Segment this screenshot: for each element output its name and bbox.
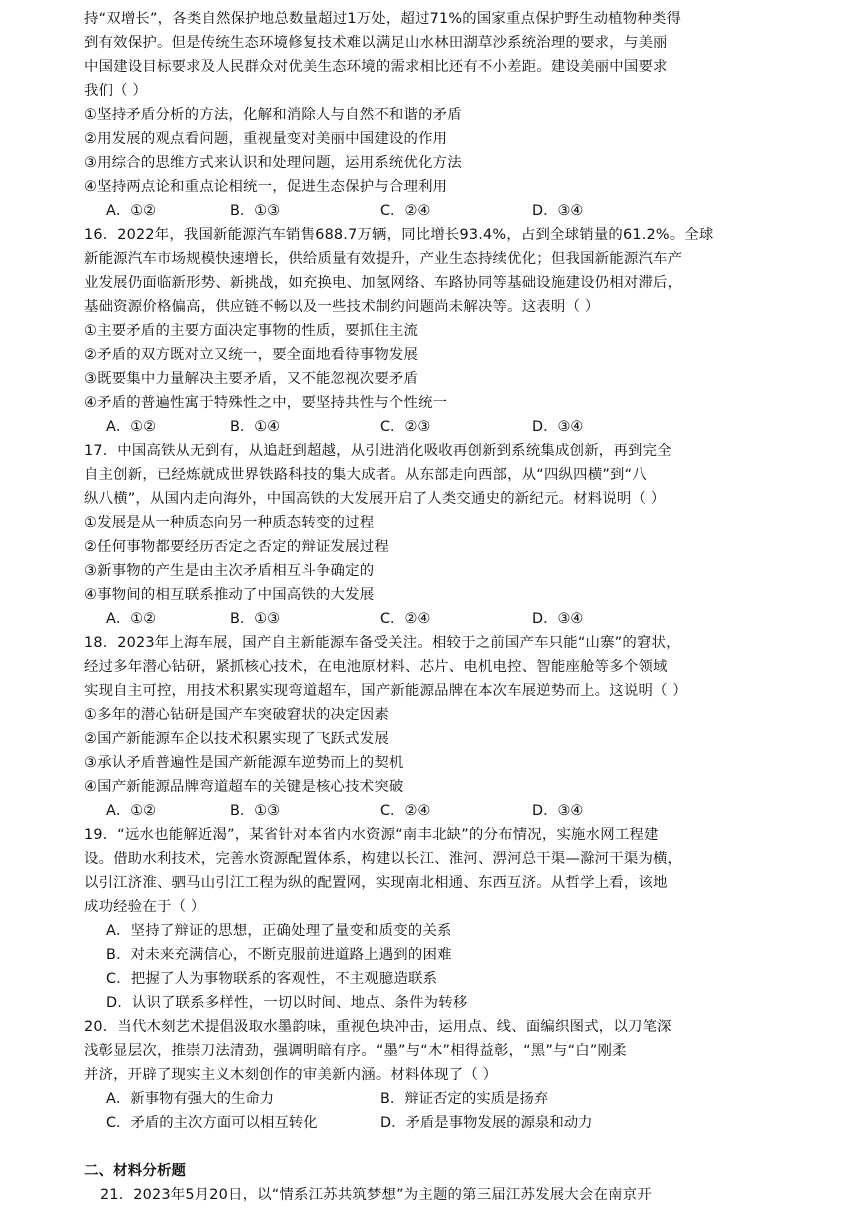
q16-stem-line-2: 新能源汽车市场规模快速增长，供给质量有效提升，产业生态持续优化；但我国新能源汽车产 (84, 251, 683, 267)
q17-option-c: C．②④ (380, 611, 431, 627)
q17-option-a: A．①② (106, 611, 157, 627)
q15-stem-line-2: 到有效保护。但是传统生态环境修复技术难以满足山水林田湖草沙系统治理的要求，与美丽 (84, 35, 668, 51)
q17-stem-line-1: 17．中国高铁从无到有，从追赶到超越，从引进消化吸收再创新到系统集成创新，再到完全 (84, 443, 672, 459)
q15-stem-line-1: 持“双增长”，各类自然保护地总数量超过1万处，超过71%的国家重点保护野生动植物种类得 (84, 11, 682, 27)
q18-option-b: B．①③ (230, 803, 281, 819)
q15-option-a: A．①② (106, 203, 157, 219)
q20-option-c: C．矛盾的主次方面可以相互转化 (106, 1115, 318, 1131)
q20-stem-line-1: 20．当代木刻艺术提倡汲取水墨韵味，重视色块冲击，运用点、线、面编织图式，以刀笔深 (84, 1019, 672, 1035)
q16-option-c: C．②③ (380, 419, 431, 435)
q17-stem-line-3: 纵八横”，从国内走向海外，中国高铁的大发展开启了人类交通史的新纪元。材料说明（ ） (84, 491, 666, 507)
q18-statement-3: ③承认矛盾普遍性是国产新能源车逆势而上的契机 (84, 755, 404, 771)
q20-option-d: D．矛盾是事物发展的源泉和动力 (380, 1115, 593, 1131)
q16-option-b: B．①④ (230, 419, 281, 435)
q18-stem-line-2: 经过多年潜心钻研，紧抓核心技术，在电池原材料、芯片、电机电控、智能座舱等多个领域 (84, 659, 668, 675)
q16-stem-line-3: 业发展仍面临新形势、新挑战，如充换电、加氢网络、车路协同等基础设施建设仍相对滞后， (84, 275, 683, 291)
q15-statement-1: ①坚持矛盾分析的方法，化解和消除人与自然不和谐的矛盾 (84, 107, 462, 123)
q16-statement-4: ④矛盾的普遍性寓于特殊性之中，要坚持共性与个性统一 (84, 395, 448, 411)
q15-statement-2: ②用发展的观点看问题，重视量变对美丽中国建设的作用 (84, 131, 448, 147)
q15-option-d: D．③④ (532, 203, 584, 219)
q15-stem-line-4: 我们（ ） (84, 83, 148, 99)
q16-option-d: D．③④ (532, 419, 584, 435)
q18-statement-2: ②国产新能源车企以技术积累实现了飞跃式发展 (84, 731, 389, 747)
q18-statement-1: ①多年的潜心钻研是国产车突破窘状的决定因素 (84, 707, 389, 723)
q16-stem-line-1: 16．2022年，我国新能源汽车销售688.7万辆，同比增长93.4%，占到全球销量的61.2%。全球 (84, 227, 714, 243)
q21-stem-line-1: 21．2023年5月20日，以“情系江苏共筑梦想”为主题的第三届江苏发展大会在南京开 (100, 1187, 652, 1203)
q18-statement-4: ④国产新能源品牌弯道超车的关键是核心技术突破 (84, 779, 404, 795)
q17-statement-3: ③新事物的产生是由主次矛盾相互斗争确定的 (84, 563, 375, 579)
q19-stem-line-2: 设。借助水利技术，完善水资源配置体系，构建以长江、淮河、淠河总干渠—滁河干渠为横， (84, 851, 683, 867)
q18-option-a: A．①② (106, 803, 157, 819)
q15-stem-line-3: 中国建设目标要求及人民群众对优美生态环境的需求相比还有不小差距。建设美丽中国要求 (84, 59, 668, 75)
q17-option-b: B．①③ (230, 611, 281, 627)
q18-option-d: D．③④ (532, 803, 584, 819)
q19-stem-line-1: 19．“远水也能解近渴”，某省针对本省内水资源“南丰北缺”的分布情况，实施水网工程建 (84, 827, 659, 843)
q17-option-d: D．③④ (532, 611, 584, 627)
q16-stem-line-4: 基础资源价格偏高，供应链不畅以及一些技术制约问题尚未解决等。这表明（ ） (84, 299, 600, 315)
q19-stem-line-4: 成功经验在于（ ） (84, 899, 206, 915)
q18-stem-line-3: 实现自主可控，用技术积累实现弯道超车，国产新能源品牌在本次车展逆势而上。这说明（ ） (84, 683, 687, 699)
q15-statement-4: ④坚持两点论和重点论相统一，促进生态保护与合理利用 (84, 179, 448, 195)
q18-stem-line-1: 18．2023年上海车展，国产自主新能源车备受关注。相较于之前国产车只能“山寨”的窘状， (84, 635, 681, 651)
q16-statement-2: ②矛盾的双方既对立又统一，要全面地看待事物发展 (84, 347, 419, 363)
q15-option-b: B．①③ (230, 203, 281, 219)
q20-stem-line-3: 并济，开辟了现实主义木刻创作的审美新内涵。材料体现了（ ） (84, 1067, 498, 1083)
q20-stem-line-2: 浅彰显层次，推崇刀法清劲，强调明暗有序。“墨”与“木”相得益彰，“黑”与“白”刚柔 (84, 1043, 627, 1059)
q19-stem-line-3: 以引江济淮、驷马山引江工程为纵的配置网，实现南北相通、东西互济。从哲学上看，该地 (84, 875, 668, 891)
q17-stem-line-2: 自主创新，已经炼就成世界铁路科技的集大成者。从东部走向西部，从“四纵四横”到“八 (84, 467, 647, 483)
q18-option-c: C．②④ (380, 803, 431, 819)
q17-statement-2: ②任何事物都要经历否定之否定的辩证发展过程 (84, 539, 389, 555)
q16-statement-3: ③既要集中力量解决主要矛盾，又不能忽视次要矛盾 (84, 371, 419, 387)
section-title: 二、材料分析题 (84, 1163, 187, 1179)
q16-statement-1: ①主要矛盾的主要方面决定事物的性质，要抓住主流 (84, 323, 419, 339)
q15-statement-3: ③用综合的思维方式来认识和处理问题，运用系统优化方法 (84, 155, 462, 171)
q16-option-a: A．①② (106, 419, 157, 435)
q20-option-a: A．新事物有强大的生命力 (106, 1091, 275, 1107)
q15-option-c: C．②④ (380, 203, 431, 219)
q19-option-d: D．认识了联系多样性，一切以时间、地点、条件为转移 (106, 995, 468, 1011)
q19-option-b: B．对未来充满信心，不断克服前进道路上遇到的困难 (106, 947, 452, 963)
q20-option-b: B．辩证否定的实质是扬弃 (380, 1091, 549, 1107)
q17-statement-1: ①发展是从一种质态向另一种质态转变的过程 (84, 515, 375, 531)
q19-option-c: C．把握了人为事物联系的客观性，不主观臆造联系 (106, 971, 438, 987)
q17-statement-4: ④事物间的相互联系推动了中国高铁的大发展 (84, 587, 375, 603)
q19-option-a: A．坚持了辩证的思想，正确处理了量变和质变的关系 (106, 923, 452, 939)
